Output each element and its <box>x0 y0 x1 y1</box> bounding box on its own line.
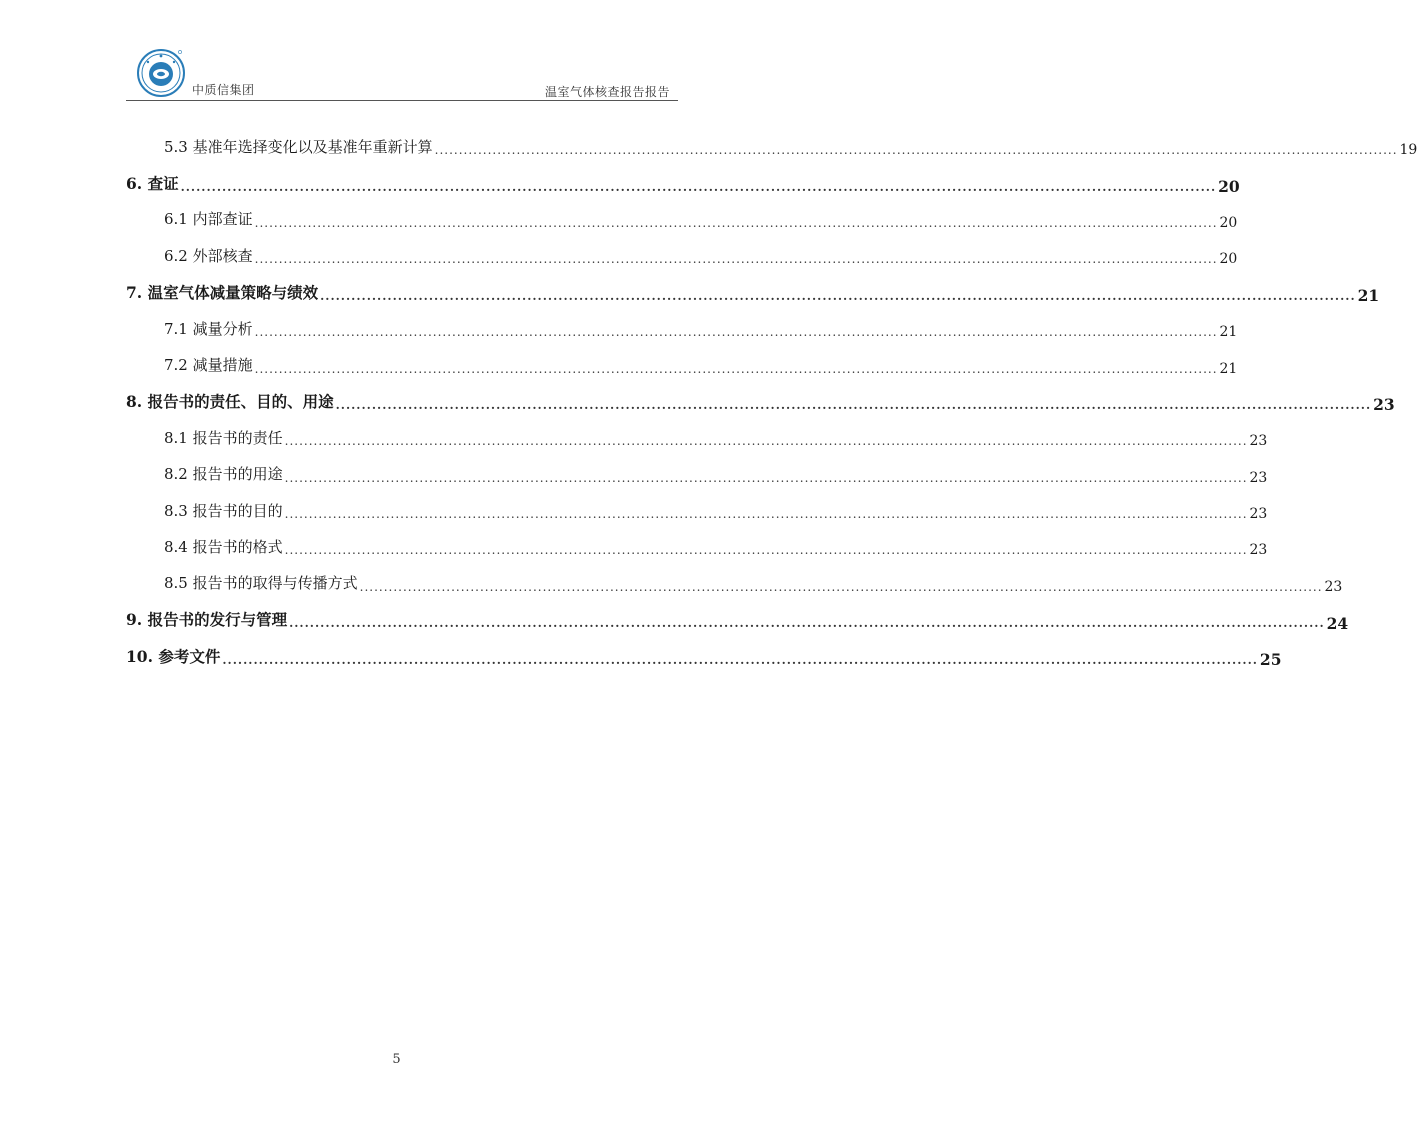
toc-dot-leader: ........................................................................................................................................................................................................ <box>284 543 1248 558</box>
table-of-contents <box>126 128 1417 674</box>
toc-entry-label: 7.2 减量措施 <box>164 356 253 375</box>
toc-subsection-entry[interactable] <box>126 565 1343 601</box>
toc-entry-page-number: 24 <box>1326 613 1349 633</box>
toc-subsection-entry[interactable] <box>126 492 1268 528</box>
toc-entry-label: 7.1 减量分析 <box>164 319 253 338</box>
toc-dot-leader: ........................................................................................................................................................................................................ <box>284 507 1248 522</box>
organization-name: 中质信集团 <box>192 83 255 97</box>
toc-section-entry[interactable] <box>126 383 1395 419</box>
toc-subsection-entry[interactable] <box>126 528 1268 564</box>
company-logo-icon <box>136 48 186 98</box>
toc-entry-label: 8. 报告书的责任、目的、用途 <box>126 391 334 411</box>
toc-dot-leader: ........................................................................................................................................................................................................ <box>335 397 1372 412</box>
toc-entry-label: 8.4 报告书的格式 <box>164 537 283 556</box>
toc-dot-leader: ........................................................................................................................................................................................................ <box>289 616 1325 631</box>
toc-entry-label: 5.3 基准年选择变化以及基准年重新计算 <box>164 137 433 156</box>
toc-dot-leader: ........................................................................................................................................................................................................ <box>254 325 1218 340</box>
toc-subsection-entry[interactable] <box>126 456 1268 492</box>
toc-entry-page-number: 21 <box>1357 286 1380 306</box>
toc-entry-label: 8.2 报告书的用途 <box>164 465 283 484</box>
toc-entry-page-number: 23 <box>1249 506 1268 523</box>
toc-entry-label: 8.3 报告书的目的 <box>164 501 283 520</box>
toc-subsection-entry[interactable] <box>126 346 1238 382</box>
toc-dot-leader: ........................................................................................................................................................................................................ <box>254 361 1218 376</box>
toc-entry-page-number: 20 <box>1218 177 1240 197</box>
toc-dot-leader: ........................................................................................................................................................................................................ <box>222 652 1258 667</box>
toc-dot-leader: ........................................................................................................................................................................................................ <box>359 579 1323 594</box>
toc-entry-page-number: 20 <box>1219 251 1238 268</box>
toc-section-entry[interactable] <box>126 164 1240 200</box>
toc-dot-leader: ........................................................................................................................................................................................................ <box>434 143 1398 158</box>
document-title: 温室气体核查报告报告 <box>544 85 670 99</box>
toc-subsection-entry[interactable] <box>126 128 1417 164</box>
toc-entry-label: 8.5 报告书的取得与传播方式 <box>164 574 358 593</box>
toc-entry-page-number: 23 <box>1324 578 1343 595</box>
toc-entry-page-number: 23 <box>1373 395 1395 415</box>
toc-entry-page-number: 25 <box>1259 650 1282 670</box>
toc-dot-leader: ........................................................................................................................................................................................................ <box>254 215 1218 230</box>
toc-subsection-entry[interactable] <box>126 310 1238 346</box>
toc-entry-label: 10. 参考文件 <box>126 646 221 666</box>
toc-entry-label: 6.1 内部查证 <box>164 210 253 229</box>
toc-section-entry[interactable] <box>126 601 1349 637</box>
toc-dot-leader: ........................................................................................................................................................................................................ <box>284 434 1248 449</box>
toc-entry-label: 9. 报告书的发行与管理 <box>126 610 288 630</box>
toc-dot-leader: ........................................................................................................................................................................................................ <box>254 252 1218 267</box>
toc-subsection-entry[interactable] <box>126 419 1268 455</box>
toc-dot-leader: ........................................................................................................................................................................................................ <box>180 179 1217 194</box>
toc-section-entry[interactable] <box>126 274 1380 310</box>
toc-entry-label: 8.1 报告书的责任 <box>164 428 283 447</box>
toc-subsection-entry[interactable] <box>126 237 1238 273</box>
toc-entry-page-number: 23 <box>1249 433 1268 450</box>
page-header <box>126 40 678 102</box>
toc-section-entry[interactable] <box>126 637 1282 673</box>
toc-dot-leader: ........................................................................................................................................................................................................ <box>284 470 1248 485</box>
toc-entry-page-number: 21 <box>1219 324 1238 341</box>
toc-entry-page-number: 21 <box>1219 360 1238 377</box>
toc-entry-label: 6. 查证 <box>126 173 179 193</box>
toc-entry-label: 7. 温室气体减量策略与绩效 <box>126 282 319 302</box>
toc-entry-page-number: 19 <box>1399 142 1417 159</box>
header-divider <box>126 100 678 101</box>
toc-entry-page-number: 20 <box>1219 214 1238 231</box>
toc-entry-label: 6.2 外部核查 <box>164 246 253 265</box>
toc-dot-leader: ........................................................................................................................................................................................................ <box>320 288 1356 303</box>
toc-entry-page-number: 23 <box>1249 469 1268 486</box>
page-number: 5 <box>392 1052 401 1067</box>
toc-subsection-entry[interactable] <box>126 201 1238 237</box>
toc-entry-page-number: 23 <box>1249 542 1268 559</box>
